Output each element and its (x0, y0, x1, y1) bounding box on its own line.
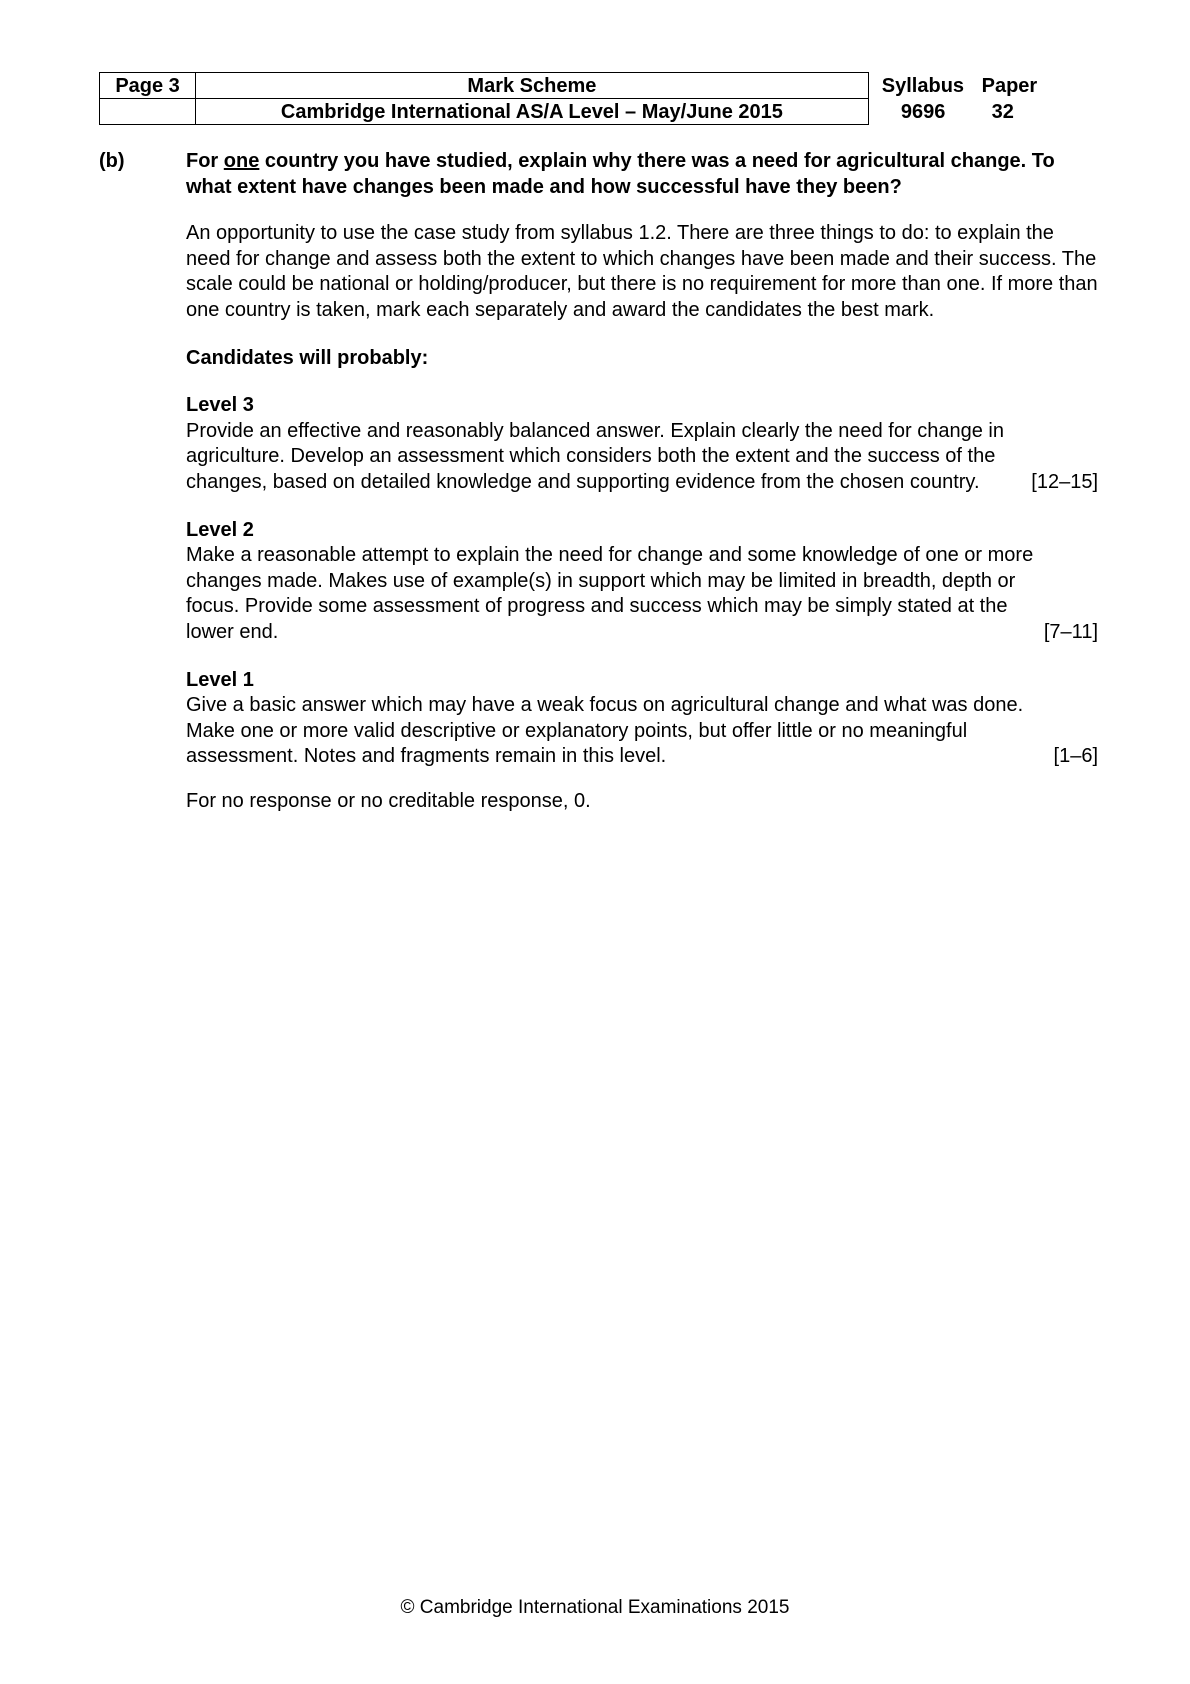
level-3-block (186, 393, 1098, 495)
level-title: Level 1 (186, 668, 254, 691)
document-subtitle: Cambridge International AS/A Level – May/June 2015 (196, 99, 869, 125)
no-response-note: For no response or no creditable response, 0. (186, 789, 591, 812)
paper-label: Paper (981, 74, 1038, 97)
candidates-heading: Candidates will probably: (186, 346, 429, 369)
syllabus-label: Syllabus (881, 74, 965, 97)
answer-guidance (186, 221, 1098, 814)
document-title: Mark Scheme (196, 73, 869, 99)
level-title: Level 2 (186, 518, 254, 541)
level-text: Give a basic answer which may have a weak focus on agricultural change and what was done. Make one or more valid descriptive or explanatory points, but offer little or no meaningful assessment. Notes and fragments remain in this level. (186, 694, 1024, 768)
question-text-start: For (186, 150, 224, 172)
level-text: Provide an effective and reasonably balanced answer. Explain clearly the need for change in agriculture. Develop an assessment which considers both the extent and the success of the changes, based on detailed knowledge and supporting evidence from the chosen country. (186, 419, 1004, 493)
level-description (186, 693, 1098, 770)
syllabus-value: 9696 (900, 100, 946, 123)
header-table (99, 72, 1089, 125)
level-title: Level 3 (186, 394, 254, 417)
page-header (99, 72, 1089, 125)
intro-paragraph: An opportunity to use the case study from syllabus 1.2. There are three things to do: to explain the need for change and assess both the extent to which changes have been made and their success. The scale could be national or holding/producer, but there is no requirement for more than one. If more than one country is taken, mark each separately and award the candidates the best mark. (186, 222, 1098, 321)
copyright-footer: © Cambridge International Examinations 2015 (400, 1597, 790, 1618)
level-mark: [7–11] (1043, 620, 1098, 643)
level-description (186, 543, 1098, 645)
paper-value: 32 (991, 100, 1014, 123)
question-text (186, 149, 1066, 200)
main-content (99, 149, 1099, 814)
empty-cell (100, 99, 196, 125)
level-mark: [12–15] (1031, 470, 1098, 493)
question-text-underlined: one (223, 150, 260, 172)
question-text-end: country you have studied, explain why there was a need for agricultural change. To what extent have changes been made and how successful have they been? (186, 150, 1055, 198)
page-number: Page 3 (100, 73, 196, 99)
level-2-block (186, 518, 1098, 646)
level-description (186, 419, 1098, 496)
level-mark: [1–6] (1053, 745, 1098, 768)
question-label: (b) (99, 150, 125, 172)
level-1-block (186, 668, 1098, 770)
level-text: Make a reasonable attempt to explain the need for change and some knowledge of one or more changes made. Makes use of example(s) in support which may be limited in breadth, depth or focus. Provide some assessment of progress and success which may be simply stated at the lower end. (186, 544, 1034, 643)
question (99, 149, 1099, 200)
